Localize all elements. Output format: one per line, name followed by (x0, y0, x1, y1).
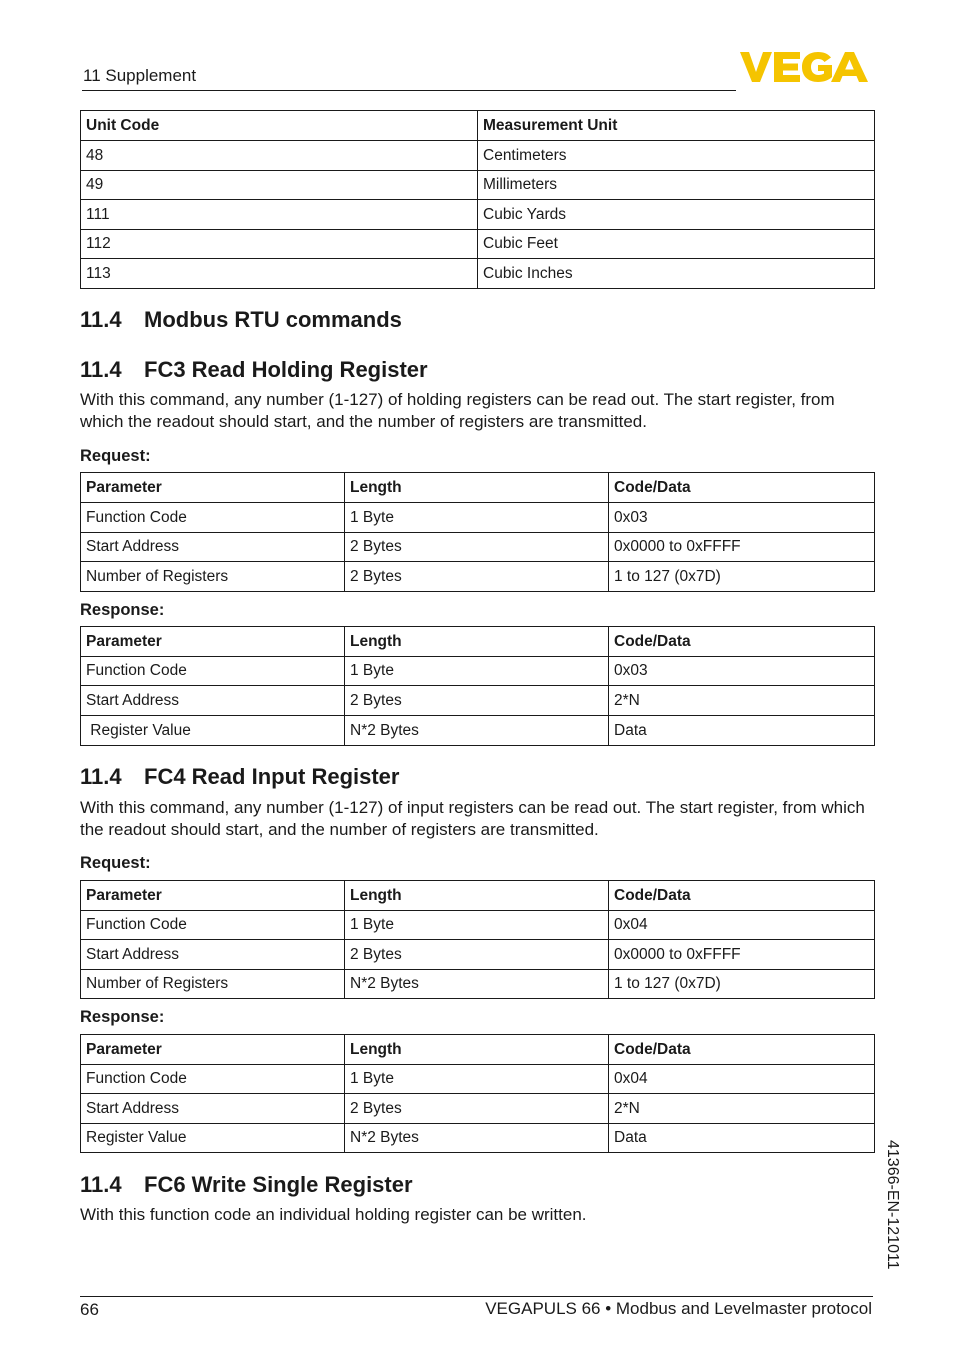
fc4-description: With this command, any number (1-127) of input registers can be read out. The start register, from which the readout should start, and the number of registers are transmitted. (80, 798, 865, 839)
section-number: 11.4 (80, 1172, 122, 1197)
header-section-label: 11 Supplement (83, 66, 197, 85)
table-header-row (81, 627, 875, 657)
table-cell: 2*N (609, 1094, 875, 1124)
fc3-request-table (80, 472, 875, 592)
header-cell: Parameter (81, 473, 345, 503)
table-cell: 1 to 127 (0x7D) (609, 562, 875, 592)
table-cell: Function Code (81, 1065, 345, 1094)
header-cell: Length (345, 473, 609, 503)
table-row (81, 716, 875, 746)
header-cell: Code/Data (609, 473, 875, 503)
footer-title: VEGAPULS 66 • Modbus and Levelmaster protocol (485, 1299, 872, 1318)
header-cell: Parameter (81, 1035, 345, 1065)
section-number: 11.4 (80, 357, 122, 382)
fc6-description: With this function code an individual holding register can be written. (80, 1205, 587, 1224)
table-cell: Cubic Feet (478, 230, 875, 259)
fc3-response-table (80, 626, 875, 746)
table-cell: Millimeters (478, 171, 875, 200)
table-row (81, 940, 875, 970)
table-row (81, 259, 875, 289)
table-cell: Data (609, 716, 875, 746)
fc4-response-label: Response: (80, 1008, 165, 1026)
header-cell: Code/Data (609, 881, 875, 911)
table-header-row (81, 111, 875, 141)
table-cell: Number of Registers (81, 970, 345, 999)
section-title: Modbus RTU commands (144, 307, 402, 332)
table-cell: 2 Bytes (345, 562, 609, 592)
table-cell: 2 Bytes (345, 533, 609, 562)
table-cell: Data (609, 1124, 875, 1153)
table-cell: Centimeters (478, 141, 875, 171)
table-cell: Function Code (81, 911, 345, 940)
table-cell: 48 (81, 141, 478, 171)
table-row (81, 562, 875, 592)
table-cell: N*2 Bytes (345, 1124, 609, 1153)
table-cell: 2 Bytes (345, 940, 609, 970)
section-title: FC4 Read Input Register (144, 764, 400, 789)
section-number: 11.4 (80, 764, 122, 789)
table-cell: 49 (81, 171, 478, 200)
table-cell: Function Code (81, 657, 345, 686)
table-cell: 0x04 (609, 1065, 875, 1094)
table-cell: 111 (81, 200, 478, 230)
footer-rule (80, 1296, 873, 1297)
section-heading-modbus (80, 307, 402, 333)
table-cell: Register Value (81, 716, 345, 746)
table-cell: N*2 Bytes (345, 716, 609, 746)
header-cell: Parameter (81, 627, 345, 657)
fc3-description: With this command, any number (1-127) of holding registers can be read out. The start register, from which the readout should start, and the number of registers are transmitted. (80, 390, 835, 431)
section-heading-fc6 (80, 1172, 413, 1198)
table-row (81, 686, 875, 716)
table-cell: Start Address (81, 533, 345, 562)
table-cell: 1 Byte (345, 503, 609, 533)
table-cell: Function Code (81, 503, 345, 533)
table-row (81, 503, 875, 533)
fc4-response-table (80, 1034, 875, 1153)
header-cell: Code/Data (609, 627, 875, 657)
table-header-row (81, 881, 875, 911)
fc4-request-table (80, 880, 875, 999)
header-rule (82, 90, 736, 91)
header-cell: Unit Code (81, 111, 478, 141)
table-row (81, 141, 875, 171)
table-row (81, 1124, 875, 1153)
table-header-row (81, 1035, 875, 1065)
table-cell: 2*N (609, 686, 875, 716)
section-title: FC3 Read Holding Register (144, 357, 428, 382)
table-row (81, 657, 875, 686)
page-number: 66 (80, 1300, 99, 1319)
table-row (81, 1065, 875, 1094)
table-cell: N*2 Bytes (345, 970, 609, 999)
header-cell: Length (345, 627, 609, 657)
fc3-response-label: Response: (80, 601, 165, 619)
table-row (81, 171, 875, 200)
table-cell: 0x0000 to 0xFFFF (609, 533, 875, 562)
table-cell: 1 Byte (345, 657, 609, 686)
table-row (81, 230, 875, 259)
fc4-request-label: Request: (80, 854, 151, 872)
table-cell: Start Address (81, 1094, 345, 1124)
table-cell: 0x0000 to 0xFFFF (609, 940, 875, 970)
table-cell: 113 (81, 259, 478, 289)
table-cell: 1 Byte (345, 911, 609, 940)
table-row (81, 911, 875, 940)
section-title: FC6 Write Single Register (144, 1172, 413, 1197)
header-cell: Code/Data (609, 1035, 875, 1065)
table-cell: 0x03 (609, 503, 875, 533)
vega-logo-graphic (740, 50, 872, 84)
table-cell: Cubic Yards (478, 200, 875, 230)
vega-logo (740, 50, 872, 84)
document-code: 41366-EN-121011 (884, 1140, 901, 1270)
table-cell: 2 Bytes (345, 686, 609, 716)
table-cell: 112 (81, 230, 478, 259)
table-cell: Register Value (81, 1124, 345, 1153)
table-row (81, 1094, 875, 1124)
section-heading-fc3 (80, 357, 428, 383)
table-cell: Start Address (81, 686, 345, 716)
table-cell: Cubic Inches (478, 259, 875, 289)
table-row (81, 970, 875, 999)
table-row (81, 533, 875, 562)
header-cell: Length (345, 1035, 609, 1065)
table-cell: 2 Bytes (345, 1094, 609, 1124)
table-cell: 0x03 (609, 657, 875, 686)
table-cell: 0x04 (609, 911, 875, 940)
table-header-row (81, 473, 875, 503)
section-number: 11.4 (80, 307, 122, 332)
table-cell: Start Address (81, 940, 345, 970)
fc3-request-label: Request: (80, 447, 151, 465)
section-heading-fc4 (80, 764, 399, 790)
header-cell: Measurement Unit (478, 111, 875, 141)
unit-code-table (80, 110, 875, 289)
table-row (81, 200, 875, 230)
header-cell: Length (345, 881, 609, 911)
header-cell: Parameter (81, 881, 345, 911)
table-cell: Number of Registers (81, 562, 345, 592)
table-cell: 1 to 127 (0x7D) (609, 970, 875, 999)
table-cell: 1 Byte (345, 1065, 609, 1094)
